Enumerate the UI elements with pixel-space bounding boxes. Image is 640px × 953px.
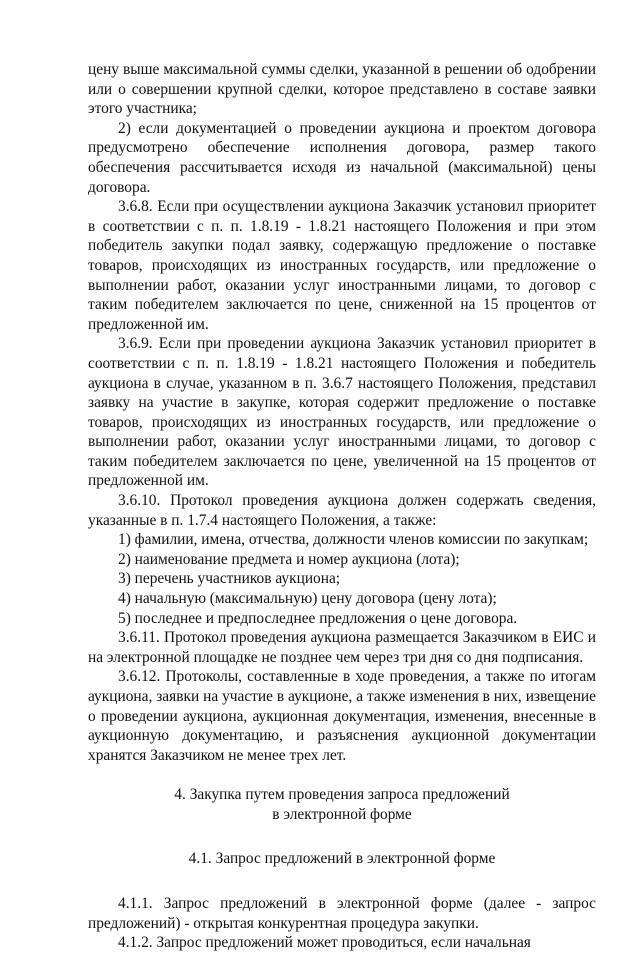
section-heading xyxy=(88,785,596,824)
document-body xyxy=(88,60,596,953)
paragraph-4-1-2: 4.1.2. Запрос предложений может проводиться, если начальная xyxy=(118,934,531,952)
paragraph-3-6-9: 3.6.9. Если при проведении аукциона Заказчик установил приоритет в соответствии с п. п. 1.8.19 - 1.8.21 настоящего Положения и победитель аукциона в случае, указанном в п. 3.6.7 настоящего Положения, представил заявку на участие в закупке, которая содержит предложение о поставке товаров, происходящих из иностранных государств, или предложение о выполнении работ, оказании услуг иностранными лицами, то договор с таким победителем заключается по цене, увеличенной на 15 процентов от предложенной им. xyxy=(88,335,596,490)
paragraph-3-6-11: 3.6.11. Протокол проведения аукциона размещается Заказчиком в ЕИС и на электронной площадке не позднее чем через три дня со дня подписания. xyxy=(88,629,596,666)
list-item-4: 4) начальную (максимальную) цену договора (цену лота); xyxy=(118,590,497,608)
list-item-3: 3) перечень участников аукциона; xyxy=(118,570,341,588)
paragraph-item-2: 2) если документацией о проведении аукциона и проектом договора предусмотрено обеспечение исполнения договора, размер такого обеспечения рассчитывается исходя из начальной (максимальной) цены договора. xyxy=(88,119,596,196)
paragraph-3-6-12: 3.6.12. Протоколы, составленные в ходе проведения, а также по итогам аукциона, заявки на участие в аукционе, а также изменения в них, извещение о проведении аукциона, аукционная документация, изменения, внесенные в аукционную документацию, и разъяснения аукционной документации хранятся Заказчиком не менее трех лет. xyxy=(88,668,596,764)
section-heading-line-1: 4. Закупка путем проведения запроса предложений xyxy=(174,786,510,804)
list-item-5: 5) последнее и предпоследнее предложения о цене договора. xyxy=(118,609,518,627)
subsection-heading: 4.1. Запрос предложений в электронной форме xyxy=(188,849,496,867)
paragraph-4-1-1: 4.1.1. Запрос предложений в электронной форме (далее - запрос предложений) - открытая конкурентная процедура закупки. xyxy=(88,895,596,932)
paragraph-continuation: цену выше максимальной суммы сделки, указанной в решении об одобрении или о совершении крупной сделки, которое представлено в составе заявки этого участника; xyxy=(88,61,596,118)
paragraph-3-6-10: 3.6.10. Протокол проведения аукциона должен содержать сведения, указанные в п. 1.7.4 настоящего Положения, а также: xyxy=(88,492,596,529)
list-item-2: 2) наименование предмета и номер аукциона (лота); xyxy=(118,550,460,568)
paragraph-3-6-8: 3.6.8. Если при осуществлении аукциона Заказчик установил приоритет в соответствии с п. п. 1.8.19 - 1.8.21 настоящего Положения и при этом победитель закупки подал заявку, содержащую предложение о поставке товаров, происходящих из иностранных государств, или предложение о выполнении работ, оказании услуг иностранными лицами, то договор с таким победителем заключается по цене, сниженной на 15 процентов от предложенной им. xyxy=(88,198,596,333)
list-item-1: 1) фамилии, имена, отчества, должности членов комиссии по закупкам; xyxy=(118,531,589,549)
section-heading-line-2: в электронной форме xyxy=(272,805,412,823)
